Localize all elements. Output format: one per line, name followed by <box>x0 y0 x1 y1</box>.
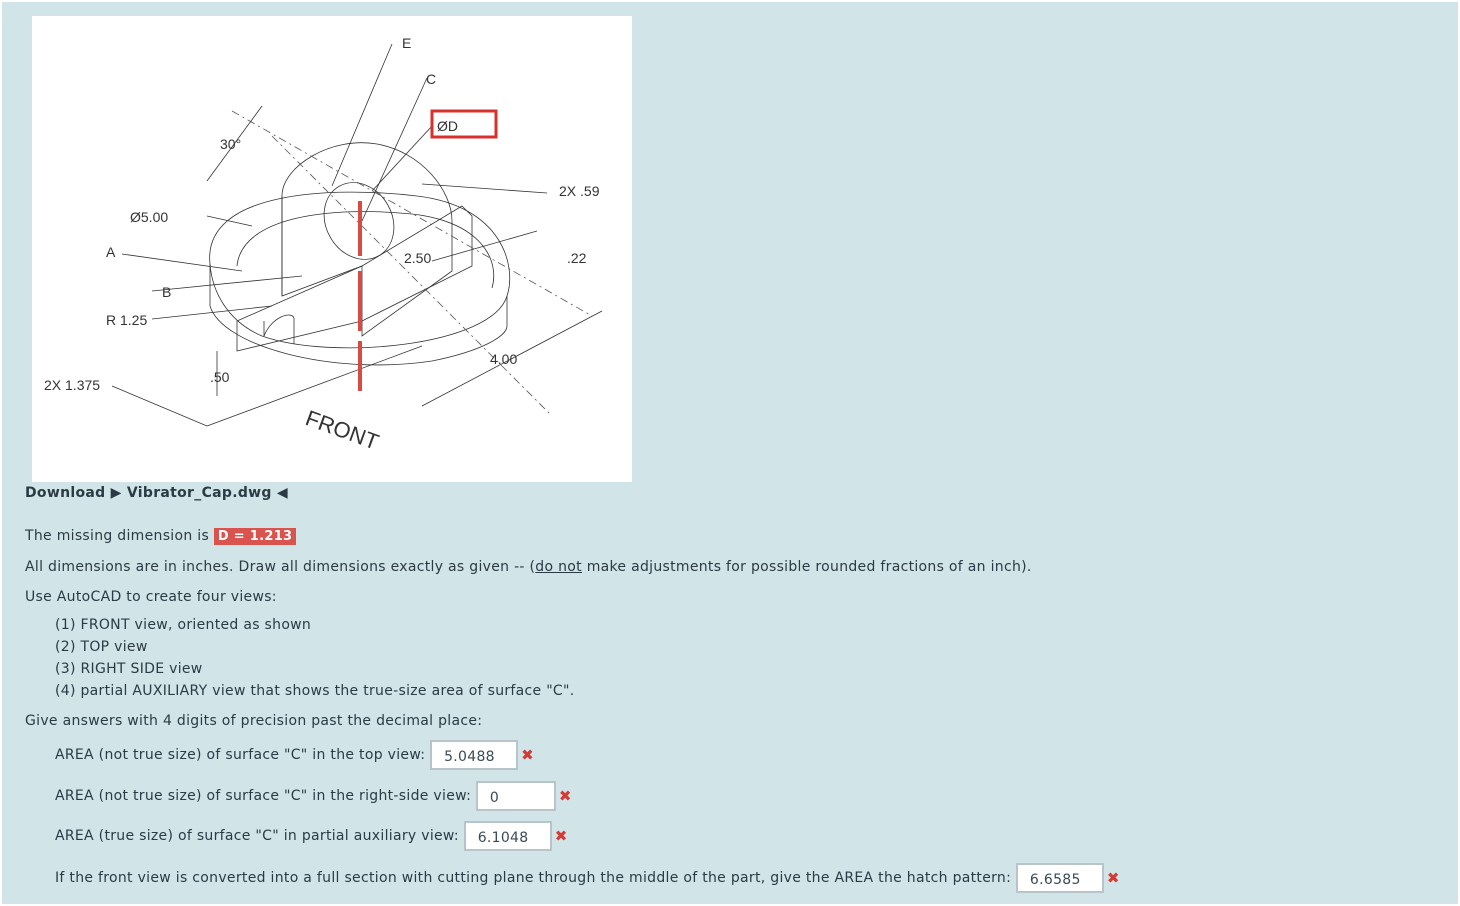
download-arrow-left-icon: ▶ <box>110 485 122 501</box>
precision-note: Give answers with 4 digits of precision past the decimal place: <box>25 713 483 729</box>
dimension-lines <box>112 44 602 426</box>
label-250: 2.50 <box>404 250 432 266</box>
question-row <box>55 740 534 770</box>
incorrect-icon: ✖ <box>521 746 534 764</box>
missing-dimension-text: The missing dimension is <box>25 528 210 544</box>
label-dia: Ø5.00 <box>130 209 169 225</box>
label-1375: 2X 1.375 <box>44 377 101 393</box>
download-link[interactable]: Vibrator_Cap.dwg <box>126 485 272 501</box>
label-50: .50 <box>210 369 230 385</box>
label-22: .22 <box>567 250 587 266</box>
technical-drawing <box>32 16 632 482</box>
question-row <box>55 821 568 851</box>
incorrect-icon: ✖ <box>1106 869 1120 887</box>
question-label: AREA (not true size) of surface "C" in the top view: <box>55 747 426 763</box>
view-item: (2) TOP view <box>55 639 148 655</box>
note-after: make adjustments for possible rounded fractions of an inch). <box>581 559 1032 575</box>
incorrect-icon: ✖ <box>558 787 572 805</box>
label-a: A <box>106 244 116 260</box>
label-59: 2X .59 <box>559 183 600 199</box>
download-arrow-right-icon: ◀ <box>276 485 288 501</box>
download-prefix: Download <box>25 485 106 501</box>
view-item: (1) FRONT view, oriented as shown <box>55 617 312 633</box>
answer-input[interactable]: 5.0488 <box>430 740 518 770</box>
content-panel <box>2 2 1458 904</box>
question-label: If the front view is converted into a full section with cutting plane through the middle of the part, give the AREA the hatch pattern: <box>55 870 1012 886</box>
view-item: (3) RIGHT SIDE view <box>55 661 203 677</box>
question-row <box>55 863 1120 893</box>
instructions-intro: Use AutoCAD to create four views: <box>25 589 277 605</box>
label-angle: 30° <box>220 136 242 152</box>
note-underlined: do not <box>535 559 582 575</box>
question-label: AREA (true size) of surface "C" in partial auxiliary view: <box>55 828 459 844</box>
label-d: ØD <box>437 118 458 134</box>
question-label: AREA (not true size) of surface "C" in the right-side view: <box>55 788 472 804</box>
missing-dimension-badge: D = 1.213 <box>214 528 297 545</box>
label-front: FRONT <box>302 405 383 455</box>
missing-dimension-row <box>25 528 296 545</box>
download-row <box>25 485 288 501</box>
answer-input[interactable]: 6.1048 <box>464 821 552 851</box>
label-r: R 1.25 <box>106 312 148 328</box>
note-before: All dimensions are in inches. Draw all dimensions exactly as given -- ( <box>25 559 536 575</box>
upright-tab <box>282 143 452 336</box>
incorrect-icon: ✖ <box>554 827 568 845</box>
answer-input[interactable]: 6.6585 <box>1016 863 1104 893</box>
label-e: E <box>402 35 412 51</box>
view-item: (4) partial AUXILIARY view that shows the true-size area of surface "C". <box>55 683 575 699</box>
answer-input[interactable]: 0 <box>476 781 556 811</box>
label-c: C <box>426 71 437 87</box>
label-400: 4.00 <box>490 351 518 367</box>
question-row <box>55 781 572 811</box>
label-b: B <box>162 284 172 300</box>
units-note <box>25 559 1032 575</box>
